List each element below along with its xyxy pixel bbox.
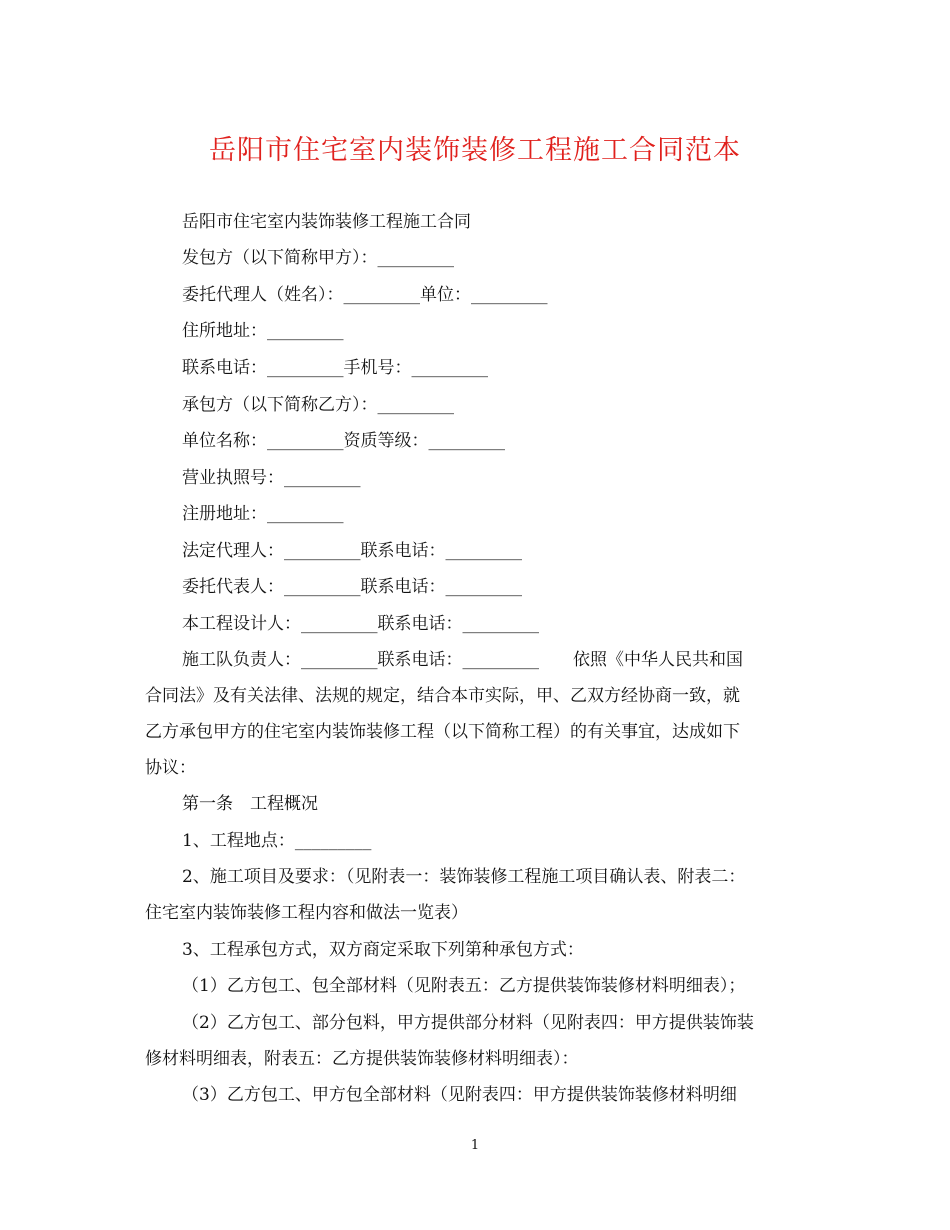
clause-2: 2、施工项目及要求：（见附表一：装饰装修工程施工项目确认表、附表二：	[182, 867, 746, 887]
option-3: （3）乙方包工、甲方包全部材料（见附表四：甲方提供装饰装修材料明细	[182, 1085, 737, 1105]
document-title: 岳阳市住宅室内装饰装修工程施工合同范本	[209, 135, 741, 166]
address-line: 住所地址：_________	[182, 321, 344, 341]
clause-2-cont: 住宅室内装饰装修工程内容和做法一览表）	[145, 903, 468, 923]
paragraph-line: 合同法》及有关法律、法规的规定，结合本市实际，甲、乙双方经协商一致，就	[145, 686, 740, 706]
license-line: 营业执照号：_________	[182, 468, 361, 488]
team-leader-line: 施工队负责人：_________联系电话：_________ 依照《中华人民共和国	[182, 650, 743, 670]
option-1: （1）乙方包工、包全部材料（见附表五：乙方提供装饰装修材料明细表）；	[182, 976, 746, 996]
party-a-line: 发包方（以下简称甲方）：_________	[182, 248, 454, 268]
agent-line: 委托代理人（姓名）：_________单位：_________	[182, 285, 548, 305]
company-line: 单位名称：_________资质等级：_________	[182, 431, 505, 451]
designer-line: 本工程设计人：_________联系电话：_________	[182, 614, 539, 634]
option-2: （2）乙方包工、部分包料，甲方提供部分材料（见附表四：甲方提供装饰装	[182, 1013, 754, 1033]
party-b-line: 承包方（以下简称乙方）：_________	[182, 395, 454, 415]
paragraph-line: 乙方承包甲方的住宅室内装饰装修工程（以下简称工程）的有关事宜，达成如下	[145, 722, 740, 742]
clause-3: 3、工程承包方式，双方商定采取下列第种承包方式：	[182, 940, 584, 960]
delegate-line: 委托代表人：_________联系电话：_________	[182, 577, 522, 597]
contract-heading: 岳阳市住宅室内装饰装修工程施工合同	[182, 212, 471, 232]
registered-address-line: 注册地址：_________	[182, 504, 344, 524]
article-one-heading: 第一条 工程概况	[182, 794, 318, 814]
page-number: 1	[470, 1138, 480, 1153]
option-2-cont: 修材料明细表，附表五：乙方提供装饰装修材料明细表）：	[145, 1049, 579, 1069]
paragraph-line: 协议：	[145, 758, 196, 778]
legal-rep-line: 法定代理人：_________联系电话：_________	[182, 541, 522, 561]
phone-line: 联系电话：_________手机号：_________	[182, 358, 488, 378]
clause-1: 1、工程地点：_________	[182, 831, 372, 851]
